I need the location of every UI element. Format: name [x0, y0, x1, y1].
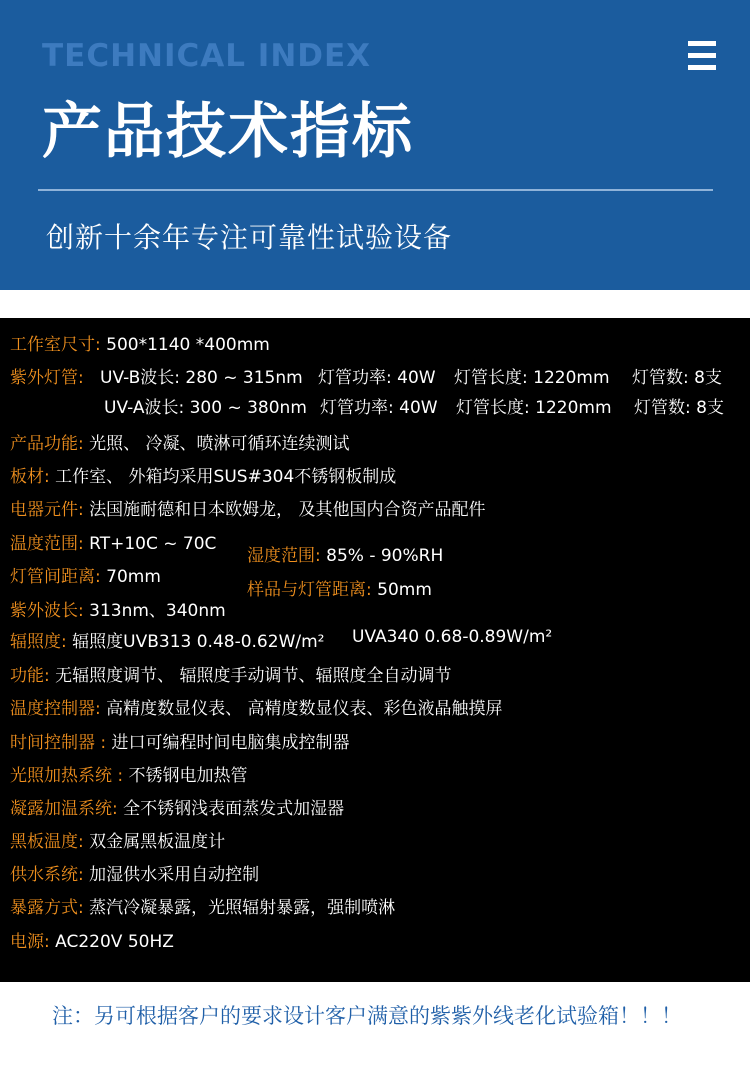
spec-row-temp-controller [10, 694, 503, 719]
header-banner [0, 0, 750, 290]
spec-value: RT+10C ~ 70C [89, 534, 217, 554]
spec-label: 工作室尺寸: [10, 335, 101, 355]
spec-label: 暴露方式: [10, 898, 84, 918]
spec-label: 样品与灯管距离: [247, 580, 372, 600]
uva-band: UV-A波长: 300 ~ 380nm [104, 398, 307, 418]
page-title: 产品技术指标 [42, 97, 414, 167]
uva-power: 灯管功率: 40W [320, 398, 438, 418]
spec-row-lamp-spacing [10, 562, 161, 587]
spec-label: 温度范围: [10, 534, 84, 554]
spec-label: 电源: [10, 932, 50, 952]
uvb-count: 灯管数: 8支 [632, 368, 722, 388]
spec-label: 灯管间距离: [10, 567, 101, 587]
spec-row-humidity-range [247, 541, 443, 566]
spec-value: 蒸汽冷凝暴露，光照辐射暴露，强制喷淋 [89, 898, 396, 918]
english-title: TECHNICAL INDEX [42, 38, 372, 74]
spec-value: 进口可编程时间电脑集成控制器 [111, 733, 350, 753]
spec-label: 凝露加温系统: [10, 799, 118, 819]
custom-design-note: 注：另可根据客户的要求设计客户满意的紫紫外线老化试验箱！！！ [52, 1004, 682, 1028]
spec-label: 紫外灯管: [10, 368, 84, 388]
spec-value: 不锈钢电加热管 [128, 766, 248, 786]
uva-count: 灯管数: 8支 [634, 398, 724, 418]
spec-label: 辐照度: [10, 632, 67, 652]
spec-row-function [10, 429, 350, 454]
spec-label: 湿度范围: [247, 546, 321, 566]
spec-row-irradiance [10, 627, 324, 652]
spec-value: AC220V 50HZ [55, 932, 174, 952]
spec-row-light-heating [10, 761, 248, 786]
spec-label: 光照加热系统 : [10, 766, 124, 786]
spec-row-uv-lamp-label [10, 363, 84, 388]
spec-panel [0, 318, 750, 982]
menu-bar-bottom [688, 65, 716, 70]
hamburger-menu-icon[interactable] [688, 41, 716, 71]
spec-value: 313nm、340nm [89, 601, 226, 621]
page-subtitle: 创新十余年专注可靠性试验设备 [46, 221, 453, 254]
header-divider [38, 189, 713, 191]
irradiance-uva-value: UVA340 0.68-0.89W/m² [352, 627, 553, 647]
uvb-length: 灯管长度: 1220mm [454, 368, 610, 388]
spec-row-temp-range [10, 529, 216, 554]
spec-row-time-controller [10, 728, 350, 753]
spec-value: 高精度数显仪表、 高精度数显仪表、彩色液晶触摸屏 [106, 699, 503, 719]
spec-value: 50mm [377, 580, 432, 600]
uva-length: 灯管长度: 1220mm [456, 398, 612, 418]
spec-value: 85% - 90%RH [326, 546, 444, 566]
spec-label: 黑板温度: [10, 832, 84, 852]
spec-value: 70mm [106, 567, 161, 587]
spec-value: 双金属黑板温度计 [89, 832, 226, 852]
spec-row-chamber-size [10, 330, 270, 355]
uvb-band: UV-B波长: 280 ~ 315nm [100, 368, 303, 388]
spec-row-capability [10, 661, 452, 686]
spec-label: 时间控制器 : [10, 733, 107, 753]
spec-label: 温度控制器: [10, 699, 101, 719]
spec-value: 光照、 冷凝、喷淋可循环连续测试 [89, 434, 350, 454]
spec-label: 供水系统: [10, 865, 84, 885]
spec-label: 板材: [10, 467, 50, 487]
spec-label: 电器元件: [10, 500, 84, 520]
spec-value: 加湿供水采用自动控制 [89, 865, 260, 885]
spec-row-condensation-heating [10, 794, 344, 819]
spec-row-black-panel-temp [10, 827, 225, 852]
spec-value: 无辐照度调节、 辐照度手动调节、辐照度全自动调节 [55, 666, 452, 686]
spec-value: 法国施耐德和日本欧姆龙， 及其他国内合资产品配件 [89, 500, 486, 520]
spec-row-water-supply [10, 860, 259, 885]
spec-row-sample-distance [247, 575, 432, 600]
spec-value: 全不锈钢浅表面蒸发式加湿器 [123, 799, 345, 819]
spec-row-exposure-mode [10, 893, 395, 918]
menu-bar-top [688, 41, 716, 46]
spec-value: 辐照度UVB313 0.48-0.62W/m² [72, 632, 325, 652]
spec-row-components [10, 495, 486, 520]
spec-row-power-supply [10, 927, 174, 952]
spec-label: 产品功能: [10, 434, 84, 454]
spec-value: 500*1140 *400mm [106, 335, 270, 355]
spec-row-uv-wavelength [10, 596, 226, 621]
spec-label: 功能: [10, 666, 50, 686]
spec-row-material [10, 462, 396, 487]
menu-bar-middle [688, 53, 716, 58]
uvb-power: 灯管功率: 40W [318, 368, 436, 388]
spec-value: 工作室、 外箱均采用SUS#304不锈钢板制成 [55, 467, 397, 487]
spec-label: 紫外波长: [10, 601, 84, 621]
